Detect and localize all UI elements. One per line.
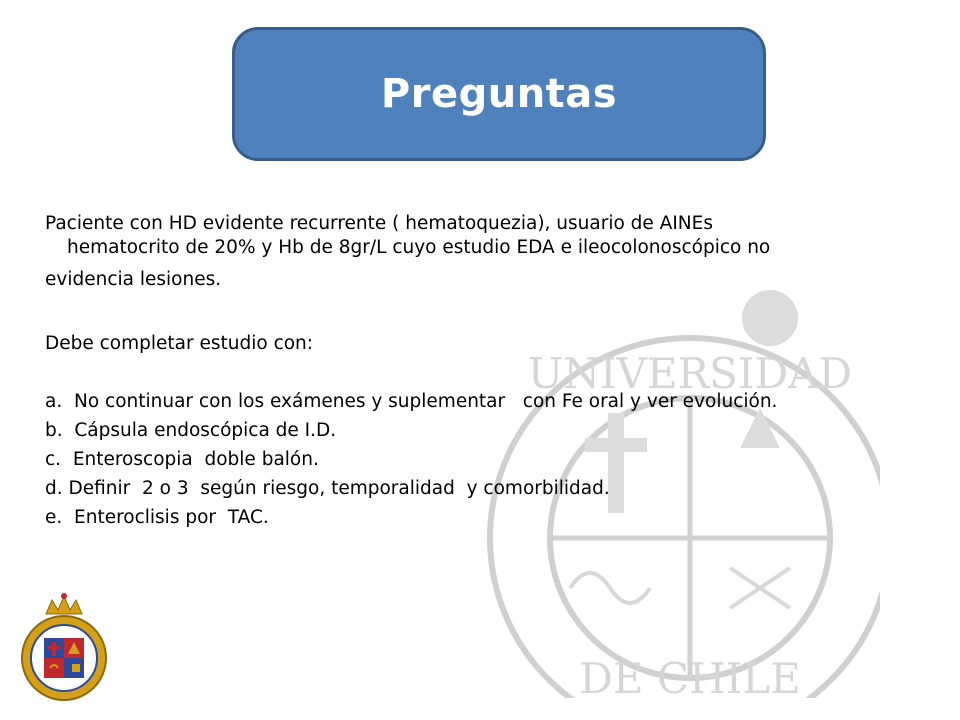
option-a: a. No continuar con los exámenes y suplementar con Fe oral y ver evolución. — [45, 391, 778, 412]
question-intro — [45, 212, 925, 300]
svg-text:UNIVERSIDAD: UNIVERSIDAD — [527, 349, 853, 398]
title-box — [232, 27, 766, 161]
question-prompt: Debe completar estudio con: — [45, 333, 314, 354]
option-c: c. Enteroscopia doble balón. — [45, 449, 319, 470]
intro-line-2: hematocrito de 20% y Hb de 8gr/L cuyo estudio EDA e ileocolonoscópico no — [67, 237, 771, 258]
crown-icon — [46, 593, 82, 614]
option-d: d. Definir 2 o 3 según riesgo, temporalidad y comorbilidad. — [45, 478, 610, 499]
intro-line-3: evidencia lesiones. — [45, 269, 222, 290]
intro-line-1: Paciente con HD evidente recurrente ( hematoquezia), usuario de AINEs — [45, 213, 713, 234]
question-body — [45, 212, 925, 532]
option-b: b. Cápsula endoscópica de I.D. — [45, 420, 337, 441]
university-seal-logo — [18, 592, 110, 704]
option-e: e. Enteroclisis por TAC. — [45, 507, 269, 528]
shield-icon — [44, 638, 84, 678]
svg-text:DE CHILE: DE CHILE — [579, 654, 801, 698]
slide-title: Preguntas — [380, 71, 618, 117]
